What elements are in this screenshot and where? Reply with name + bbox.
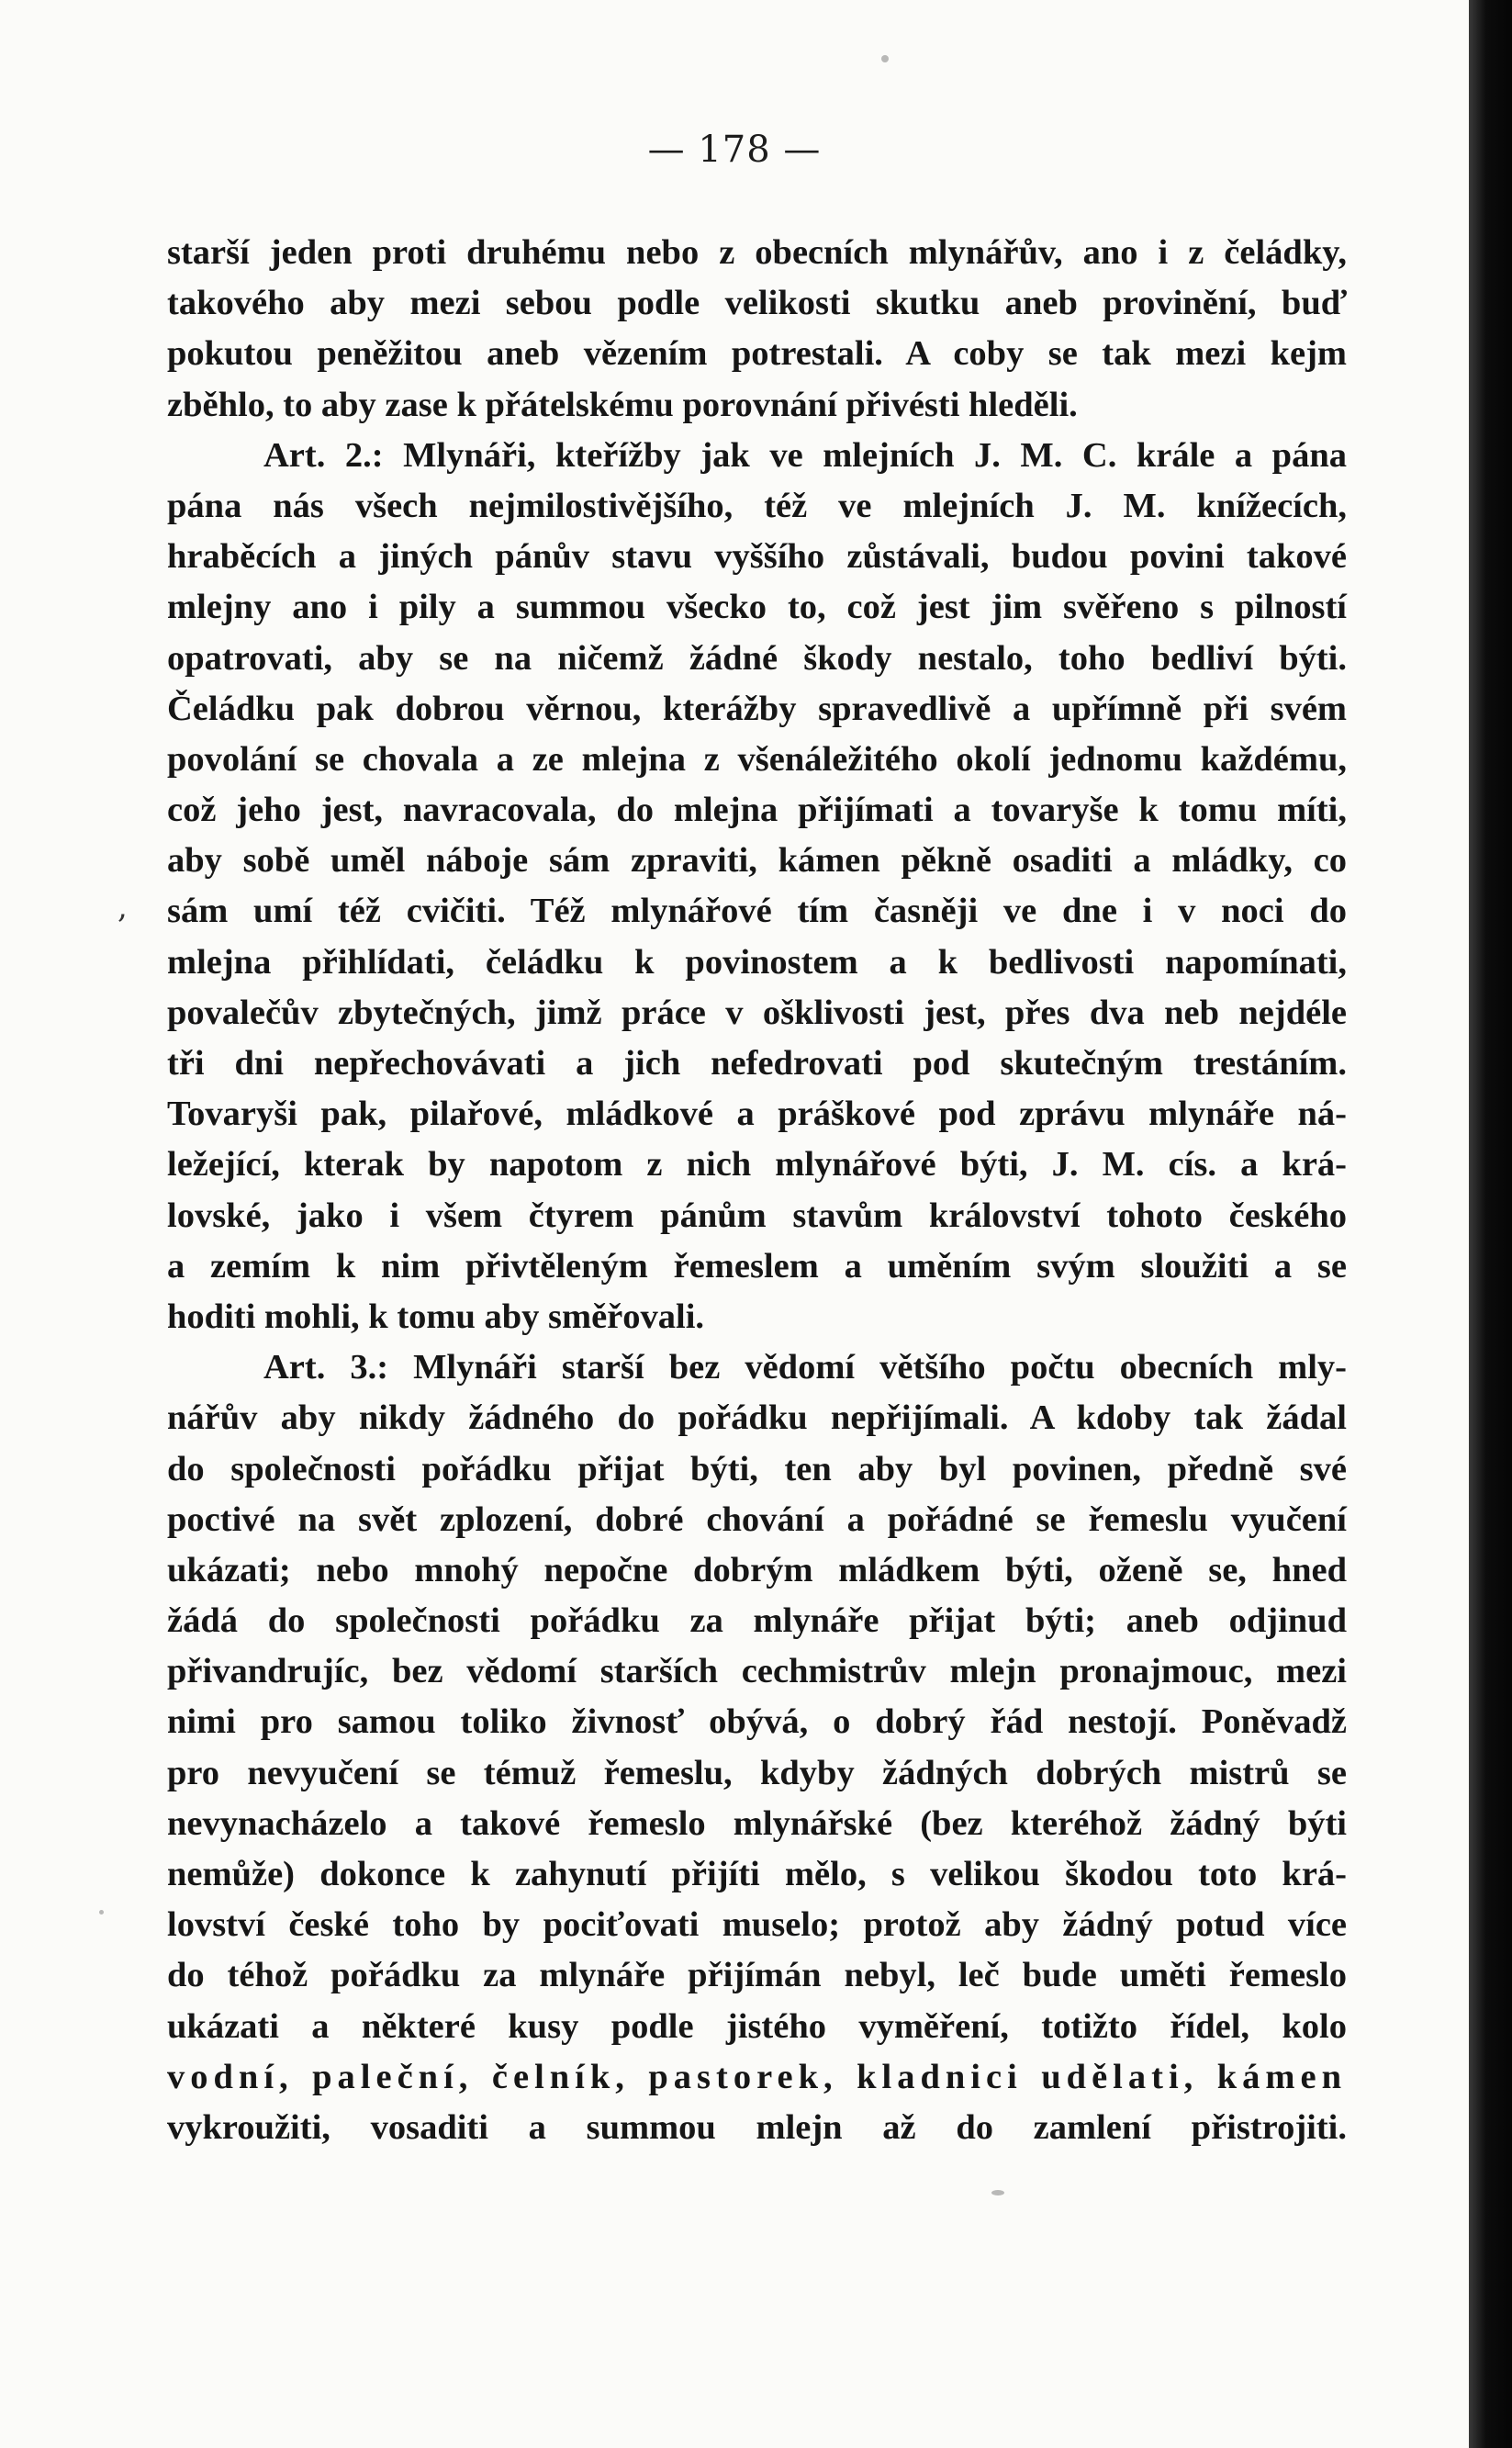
text-line: do téhož pořádku za mlynáře přijímán nebyl, leč bude uměti řemeslo (167, 1956, 1347, 1995)
article-heading-line: Art. 2.: Mlynáři, kteřížby jak ve mlejních J. M. C. krále a pána (263, 435, 1347, 475)
text-line: přivandrujíc, bez vědomí starších cechmistrův mlejn pronajmouc, mezi (167, 1652, 1347, 1691)
text-line: mlejna přihlídati, čeládku k povinostem a k bedlivosti napomínati, (167, 942, 1347, 982)
text-line: Tovaryši pak, pilařové, mládkové a práškové pod zprávu mlynáře ná- (167, 1095, 1347, 1134)
scan-border (1469, 0, 1512, 2448)
text-line: mlejny ano i pily a summou všecko to, což jest jim svěřeno s pilností (167, 588, 1347, 627)
text-line: povalečův zbytečných, jimž práce v ošklivosti jest, přes dva neb nejdéle (167, 993, 1347, 1032)
paper-speck (881, 55, 889, 62)
text-line: vykroužiti, vosaditi a summou mlejn až do zamlení přistrojiti. (167, 2107, 1347, 2147)
text-line: žádá do společnosti pořádku za mlynáře přijat býti; aneb odjinud (167, 1601, 1347, 1641)
text-line: Čeládku pak dobrou věrnou, kterážby spravedlivě a upřímně při svém (167, 689, 1347, 728)
text-line: tři dni nepřechovávati a jich nefedrovati pod skutečným trestáním. (167, 1044, 1347, 1083)
text-line: zběhlo, to aby zase k přátelskému porovnání přivésti hleděli. (167, 385, 1078, 424)
text-line: takového aby mezi sebou podle velikosti skutku aneb provinění, buď (167, 284, 1347, 323)
body-text (167, 228, 1347, 2153)
text-line: ukázati a některé kusy podle jistého vyměření, totižto řídel, kolo (167, 2006, 1347, 2046)
text-line: lovství české toho by pociťovati muselo; protož aby žádný potud více (167, 1905, 1347, 1945)
text-line: lovské, jako i všem čtyrem pánům stavům království tohoto českého (167, 1196, 1347, 1235)
text-line: nemůže) dokonce k zahynutí přijíti mělo, s velikou škodou toto krá- (167, 1855, 1347, 1893)
text-line: pána nás všech nejmilostivějšího, též ve mlejních J. M. knížecích, (167, 486, 1347, 525)
text-line: povolání se chovala a ze mlejna z všenáležitého okolí jednomu každému, (167, 739, 1347, 779)
text-line: do společnosti pořádku přijat býti, ten aby byl povinen, předně své (167, 1449, 1347, 1488)
article-heading-line: Art. 3.: Mlynáři starší bez vědomí většího počtu obecních mly- (263, 1348, 1347, 1387)
text-line: ležející, kterak by napotom z nich mlynářové býti, J. M. cís. a krá- (167, 1145, 1347, 1185)
text-line: ukázati; nebo mnohý nepočne dobrým mládkem býti, oženě se, hned (167, 1550, 1347, 1589)
paper-speck (99, 1910, 104, 1915)
text-line: pro nevyučení se témuž řemeslu, kdyby žádných dobrých mistrů se (167, 1753, 1347, 1792)
text-line: což jeho jest, navracovala, do mlejna přijímati a tovaryše k tomu míti, (167, 791, 1347, 830)
text-line: poctivé na svět zplození, dobré chování a pořádné se řemeslu vyučení (167, 1499, 1347, 1539)
text-line: nářův aby nikdy žádného do pořádku nepřijímali. A kdoby tak žádal (167, 1398, 1347, 1438)
text-line: vodní, paleční, čelník, pastorek, kladnici udělati, kámen (167, 2057, 1347, 2096)
text-line: nimi pro samou toliko živnosť obývá, o dobrý řád nestojí. Poněvadž (167, 1702, 1347, 1742)
text-line: hraběcích a jiných pánův stavu vyššího zůstávali, budou povini takové (167, 537, 1347, 577)
text-line: nevynacházelo a takové řemeslo mlynářské (bez kteréhož žádný býti (167, 1803, 1347, 1843)
page-number: — 178 — (647, 129, 822, 171)
text-line: a zemím k nim přivtěleným řemeslem a uměním svým sloužiti a se (167, 1246, 1347, 1286)
text-line: hoditi mohli, k tomu aby směřovali. (167, 1297, 705, 1336)
text-line: aby sobě uměl náboje sám zpraviti, kámen pěkně osaditi a mládky, co (167, 841, 1347, 881)
text-line: starší jeden proti druhému nebo z obecních mlynářův, ano i z čeládky, (167, 233, 1347, 272)
paper-speck (991, 2190, 1004, 2195)
text-line: opatrovati, aby se na ničemž žádné škody nestalo, toho bedliví býti. (167, 638, 1347, 678)
margin-mark: , (118, 889, 128, 926)
text-line: sám umí též cvičiti. Též mlynářové tím časněji ve dne i v noci do (167, 892, 1347, 931)
text-line: pokutou peněžitou aneb vězením potrestali. A coby se tak mezi kejm (167, 334, 1347, 374)
